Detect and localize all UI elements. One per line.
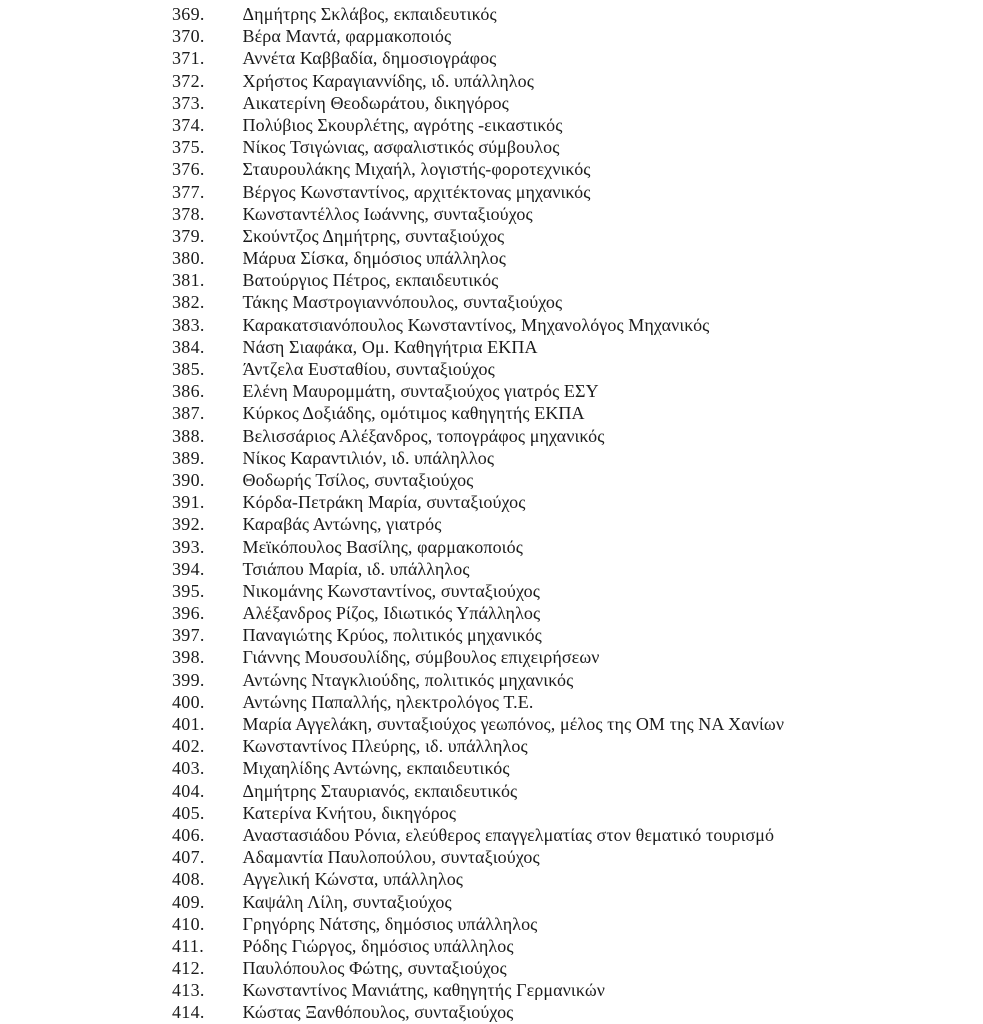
item-entry: Γρηγόρης Νάτσης, δημόσιος υπάλληλος — [242, 913, 538, 934]
item-number: 382. — [172, 292, 205, 313]
item-entry: Αλέξανδρος Ρίζος, Ιδιωτικός Υπάλληλος — [242, 603, 541, 624]
item-number: 376. — [172, 159, 205, 180]
item-entry: Γιάννης Μουσουλίδης, σύμβουλος επιχειρήσεων — [242, 647, 600, 668]
item-number: 375. — [172, 137, 205, 158]
item-entry: Παυλόπουλος Φώτης, συνταξιούχος — [242, 958, 507, 979]
item-entry: Κωνσταντίνος Πλεύρης, ιδ. υπάλληλος — [242, 736, 528, 757]
list-item — [0, 3, 784, 25]
item-entry: Αδαμαντία Παυλοπούλου, συνταξιούχος — [242, 847, 540, 868]
list-item — [0, 181, 784, 203]
item-entry: Νάση Σιαφάκα, Ομ. Καθηγήτρια ΕΚΠΑ — [242, 336, 538, 357]
list-item — [0, 402, 784, 424]
item-entry: Χρήστος Καραγιαννίδης, ιδ. υπάλληλος — [242, 70, 534, 91]
list-item — [0, 70, 784, 92]
item-number: 385. — [172, 359, 205, 379]
item-number: 379. — [172, 225, 205, 246]
item-entry: Νίκος Τσιγώνιας, ασφαλιστικός σύμβουλος — [242, 137, 560, 158]
item-entry: Νικομάνης Κωνσταντίνος, συνταξιούχος — [242, 580, 540, 601]
list-item — [0, 380, 784, 402]
item-entry: Αγγελική Κώνστα, υπάλληλος — [242, 869, 464, 890]
item-entry: Αντώνης Νταγκλιούδης, πολιτικός μηχανικός — [242, 669, 574, 690]
item-number: 372. — [172, 70, 205, 91]
list-item — [0, 979, 784, 1001]
list-item — [0, 580, 784, 602]
list-item — [0, 203, 784, 225]
item-entry: Κόρδα-Πετράκη Μαρία, συνταξιούχος — [242, 492, 526, 513]
item-number: 394. — [172, 558, 205, 579]
list-item — [0, 291, 784, 313]
item-entry: Κωνσταντίνος Μανιάτης, καθηγητής Γερμανικών — [242, 980, 606, 1001]
list-item — [0, 780, 784, 802]
list-item — [0, 47, 784, 69]
item-entry: Τσιάπου Μαρία, ιδ. υπάλληλος — [242, 558, 470, 579]
list-item — [0, 891, 784, 913]
item-entry: Νίκος Καραντιλιόν, ιδ. υπάληλλος — [242, 447, 495, 468]
list-item — [0, 558, 784, 580]
item-entry: Καραβάς Αντώνης, γιατρός — [242, 514, 442, 535]
item-entry: Καψάλη Λίλη, συνταξιούχος — [242, 891, 452, 912]
item-number: 410. — [172, 913, 205, 934]
list-item — [0, 602, 784, 624]
item-number: 390. — [172, 469, 205, 490]
list-item — [0, 669, 784, 691]
item-entry: Πολύβιος Σκουρλέτης, αγρότης -εικαστικός — [242, 114, 563, 135]
item-number: 399. — [172, 669, 205, 690]
item-number: 380. — [172, 248, 205, 269]
list-item — [0, 469, 784, 491]
item-number: 400. — [172, 691, 205, 712]
item-number: 373. — [172, 92, 205, 113]
item-number: 401. — [172, 714, 205, 734]
item-number: 378. — [172, 203, 205, 224]
item-number: 405. — [172, 802, 205, 823]
list-item — [0, 646, 784, 668]
item-number: 409. — [172, 891, 205, 912]
list-item — [0, 92, 784, 114]
item-entry: Βέρα Μαντά, φαρμακοποιός — [242, 26, 452, 47]
list-item — [0, 1001, 784, 1023]
item-number: 392. — [172, 514, 205, 535]
item-number: 387. — [172, 403, 205, 424]
list-item — [0, 624, 784, 646]
item-number: 404. — [172, 780, 205, 801]
item-number: 406. — [172, 824, 205, 845]
list-item — [0, 114, 784, 136]
item-entry: Βέργος Κωνσταντίνος, αρχιτέκτονας μηχανικός — [242, 181, 591, 202]
list-item — [0, 491, 784, 513]
item-number: 398. — [172, 647, 205, 668]
list-item — [0, 447, 784, 469]
item-entry: Μάρυα Σίσκα, δημόσιος υπάλληλος — [242, 248, 506, 269]
item-entry: Κατερίνα Κνήτου, δικηγόρος — [242, 802, 457, 823]
item-number: 386. — [172, 381, 205, 402]
list-item — [0, 158, 784, 180]
item-entry: Θοδωρής Τσίλος, συνταξιούχος — [242, 469, 474, 490]
item-number: 384. — [172, 336, 205, 357]
list-item — [0, 691, 784, 713]
item-entry: Ελένη Μαυρομμάτη, συνταξιούχος γιατρός ΕΣΥ — [242, 381, 599, 402]
list-item — [0, 913, 784, 935]
list-item — [0, 757, 784, 779]
list-item — [0, 957, 784, 979]
item-entry: Δημήτρης Σκλάβος, εκπαιδευτικός — [242, 4, 497, 24]
item-number: 414. — [172, 1002, 205, 1023]
item-number: 370. — [172, 26, 205, 47]
item-entry: Βελισσάριος Αλέξανδρος, τοπογράφος μηχανικός — [242, 425, 605, 446]
item-entry: Κωνσταντέλλος Ιωάννης, συνταξιούχος — [242, 203, 533, 224]
item-entry: Τάκης Μαστρογιαννόπουλος, συνταξιούχος — [242, 292, 563, 313]
list-item — [0, 536, 784, 558]
item-number: 395. — [172, 580, 205, 601]
list-item — [0, 225, 784, 247]
item-entry: Αντώνης Παπαλλής, ηλεκτρολόγος Τ.Ε. — [242, 691, 534, 712]
item-entry: Σταυρουλάκης Μιχαήλ, λογιστής-φοροτεχνικός — [242, 159, 591, 180]
list-item — [0, 336, 784, 358]
item-entry: Κώστας Ξανθόπουλος, συνταξιούχος — [242, 1002, 514, 1023]
list-item — [0, 247, 784, 269]
list-item — [0, 846, 784, 868]
item-number: 396. — [172, 603, 205, 624]
list-item — [0, 25, 784, 47]
list-item — [0, 425, 784, 447]
list-item — [0, 824, 784, 846]
item-number: 411. — [172, 935, 205, 956]
item-number: 381. — [172, 270, 205, 291]
item-entry: Σκούντζος Δημήτρης, συνταξιούχος — [242, 225, 505, 246]
list-item — [0, 358, 784, 380]
item-number: 407. — [172, 847, 205, 868]
item-number: 402. — [172, 736, 205, 757]
item-number: 403. — [172, 758, 205, 779]
item-entry: Αννέτα Καββαδία, δημοσιογράφος — [242, 48, 497, 69]
list-item — [0, 713, 784, 735]
item-entry: Βατούργιος Πέτρος, εκπαιδευτικός — [242, 270, 499, 291]
item-number: 377. — [172, 181, 205, 202]
item-number: 397. — [172, 625, 205, 646]
list-item — [0, 868, 784, 890]
item-number: 408. — [172, 869, 205, 890]
list-item — [0, 735, 784, 757]
item-number: 369. — [172, 4, 205, 24]
item-entry: Καρακατσιανόπουλος Κωνσταντίνος, Μηχανολόγος Μηχανικός — [242, 314, 710, 335]
item-entry: Μιχαηλίδης Αντώνης, εκπαιδευτικός — [242, 758, 510, 779]
list-item — [0, 269, 784, 291]
item-entry: Άντζελα Ευσταθίου, συνταξιούχος — [242, 359, 495, 379]
item-entry: Μαρία Αγγελάκη, συνταξιούχος γεωπόνος, μέλος της ΟΜ της ΝΑ Χανίων — [242, 714, 785, 734]
item-entry: Κύρκος Δοξιάδης, ομότιμος καθηγητής ΕΚΠΑ — [242, 403, 585, 424]
item-number: 393. — [172, 536, 205, 557]
name-list — [0, 3, 784, 1024]
item-number: 383. — [172, 314, 205, 335]
item-entry: Μεϊκόπουλος Βασίλης, φαρμακοποιός — [242, 536, 523, 557]
item-entry: Αικατερίνη Θεοδωράτου, δικηγόρος — [242, 92, 509, 113]
item-entry: Ρόδης Γιώργος, δημόσιος υπάλληλος — [242, 935, 514, 956]
list-item — [0, 314, 784, 336]
item-number: 388. — [172, 425, 205, 446]
list-item — [0, 513, 784, 535]
item-number: 412. — [172, 958, 205, 979]
item-entry: Αναστασιάδου Ρόνια, ελεύθερος επαγγελματίας στον θεματικό τουρισμό — [242, 824, 775, 845]
list-item — [0, 935, 784, 957]
item-number: 371. — [172, 48, 205, 69]
list-item — [0, 802, 784, 824]
item-entry: Δημήτρης Σταυριανός, εκπαιδευτικός — [242, 780, 518, 801]
item-entry: Παναγιώτης Κρύος, πολιτικός μηχανικός — [242, 625, 542, 646]
item-number: 413. — [172, 980, 205, 1001]
item-number: 391. — [172, 492, 205, 513]
item-number: 389. — [172, 447, 205, 468]
item-number: 374. — [172, 114, 205, 135]
list-item — [0, 136, 784, 158]
